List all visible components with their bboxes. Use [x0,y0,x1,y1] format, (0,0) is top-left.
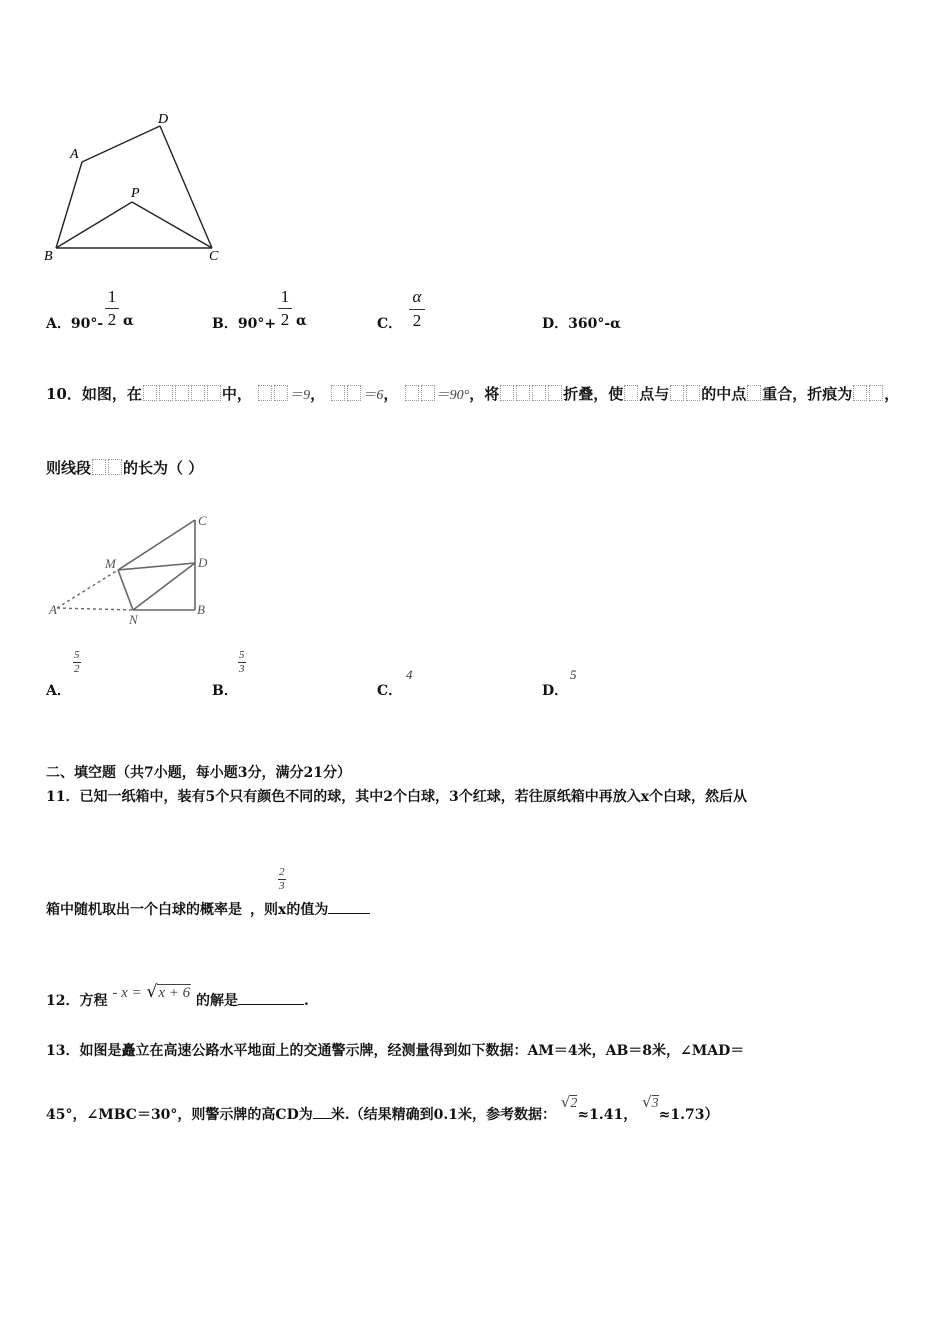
q9-option-b: B．90°+ [212,316,277,332]
q12-sqrt: √x + 6 [146,982,191,1002]
q12-line [46,982,309,1010]
q10-option-d-value: 5 [570,667,577,682]
q9-option-c-numerator: α [412,287,422,306]
q10-option-a: A． [46,683,71,699]
q9-option-b-numerator: 1 [280,287,290,306]
q9-option-c-fraction-bar [409,309,425,310]
q10-placeholder-triangle [142,385,222,403]
q11-line2-text-a: 箱中随机取出一个白球的概率是 [46,902,242,918]
q10-option-b-denominator: 3 [239,663,245,675]
q10-line1: 10．如图，在 中， ＝9， ＝6， ＝90°，将 折叠，使 点与 的中点 重合，折痕为 ， [46,385,900,403]
q9-option-a: A．90°- [46,316,104,332]
q10-option-b: B． [212,683,238,699]
q10-math-angle-value: ＝90° [435,388,470,403]
q11-fraction-denominator: 3 [279,880,285,892]
q10-text-2: 中， [221,385,252,403]
q12-radicand: x + 6 [158,985,191,1001]
q10-placeholder-fold [499,385,563,403]
q10-text-4: 折叠，使 [563,385,624,403]
label-n: N [129,612,138,627]
dashed-am [57,570,118,608]
q13-approx2: ≈1.73） [658,1107,719,1123]
segment-md [118,563,195,570]
q9-option-b-alpha: α [296,313,307,329]
q13-line1: 13．如图是矗立在高速公路水平地面上的交通警示牌，经测量得到如下数据：AM＝4米，AB＝8米，∠MAD＝ [46,1043,745,1059]
label-a2: A [49,602,57,617]
q9-option-d: D．360°-α [542,316,621,332]
q13-sqrt3: √3 [642,1093,659,1111]
edge-ad [82,126,160,162]
q11-answer-blank[interactable] [328,913,370,914]
label-m: M [105,556,116,571]
q10-math-angle [404,385,470,403]
q10-line2-text-b: 的长为（ ） [123,459,204,477]
q13-line2-text-a: 45°，∠MBC＝30°，则警示牌的高CD为 [46,1107,313,1123]
q13-sqrt2: √2 [560,1093,578,1111]
q9-option-a-denominator: 2 [107,310,117,329]
q10-option-d: D． [542,683,569,699]
q11-line1: 11．已知一纸箱中，装有5个只有颜色不同的球，其中2个白球，3个红球，若往原纸箱中再放入x个白球，然后从 [46,789,748,805]
q13-approx1: ≈1.41， [577,1107,638,1123]
q9-option-b-denominator: 2 [280,310,290,329]
label-b: B [44,249,53,264]
q13-sqrt2-value: 2 [570,1096,578,1111]
q11-line2 [46,899,370,919]
q10-math-bc [330,385,383,403]
label-d: D [158,112,169,127]
q11-fraction-numerator: 2 [279,866,285,878]
q10-line2-text-a: 则线段 [46,459,92,477]
label-a: A [70,147,79,162]
q13-line2 [46,1093,719,1124]
label-c: C [209,249,219,264]
quadrilateral-figure [40,105,240,270]
q12-equation-left: - x = [112,985,142,1001]
q10-text-3: ，将 [469,385,500,403]
q10-text-8: ， [884,385,900,403]
q10-text-7: 重合，折痕为 [762,385,853,403]
q10-text-6: 的中点 [701,385,747,403]
q10-option-b-numerator: 5 [239,649,245,661]
q12-prefix: 12．方程 [46,993,108,1009]
q10-math-ac-value: ＝9 [289,388,311,403]
segment-mc [118,520,195,570]
q10-option-c: C． [377,683,403,699]
edge-dc [160,126,212,248]
q10-option-a-numerator: 5 [74,649,80,661]
q10-option-a-denominator: 2 [74,663,80,675]
q9-option-c-denominator: 2 [412,311,422,330]
segment-nd [133,563,195,610]
q9-option-a-alpha: α [123,313,134,329]
edge-pc [132,202,212,248]
q13-line2-text-b: 米.（结果精确到0.1米，参考数据： [330,1107,556,1123]
q10-option-c-value: 4 [406,667,413,682]
q10-math-ac [257,385,310,403]
q9-option-b-fraction-bar [278,308,292,309]
q10-number: 10． [46,385,82,403]
q9-option-c: C． [377,316,403,332]
q10-line2 [46,457,203,478]
q13-answer-blank[interactable] [313,1118,331,1119]
q13-sqrt3-value: 3 [651,1096,659,1111]
q10-text-1: 如图，在 [81,385,142,403]
label-d2: D [198,555,208,570]
q10-text-5: 点与 [639,385,670,403]
q12-end: . [304,993,309,1009]
q10-math-bc-value: ＝6 [362,388,384,403]
label-c2: C [198,513,207,528]
q11-line2-text-b: ，则x的值为 [250,902,329,918]
section-heading: 二、填空题（共7小题，每小题3分，满分21分） [46,765,351,781]
q12-answer-blank[interactable] [238,1004,304,1005]
q9-option-a-fraction-bar [105,308,119,309]
label-b2: B [197,602,205,617]
label-p: P [131,186,140,201]
q9-option-a-numerator: 1 [107,287,117,306]
segment-mn [118,570,133,610]
q12-suffix: 的解是 [196,993,239,1009]
dashed-an [57,608,133,610]
fold-triangle-figure [45,510,225,630]
